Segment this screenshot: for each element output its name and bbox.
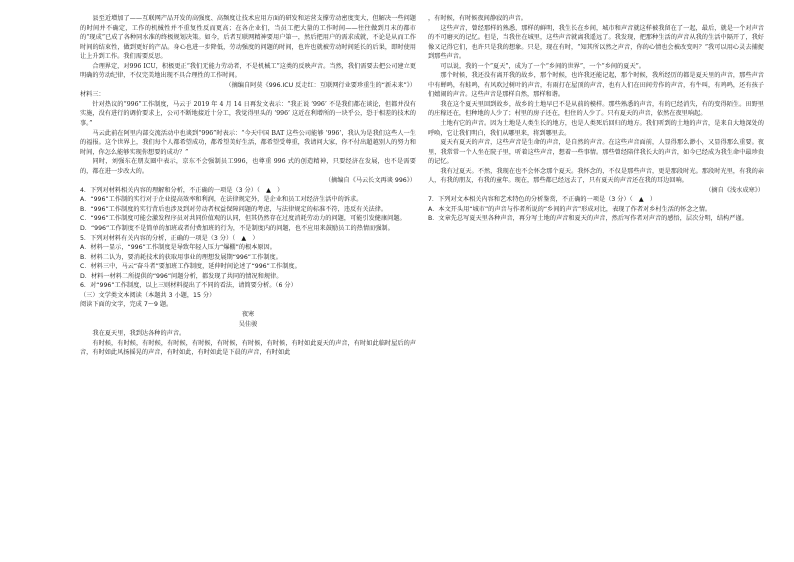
- paragraph: 我有过夏天。不然，我现在也不会怀念那个夏天。我怀念的，不仅是那些声音，更是那段时光。那段时光里，有我的亲人，有我的朋友，有我的童年。现在，那些都已经远去了，只有夏天的声音还在我的耳边回响。: [428, 167, 764, 185]
- story-author: 吴佳骏: [238, 320, 258, 328]
- section-heading: （三）文学类文本阅读（本题共 3 小题，15 分）: [80, 291, 216, 299]
- option-b: B．“996”工作制度的实行背后也涉及到对劳动者权益保障问题的考虑，与法律规定的标准不符，违反有关法律。: [80, 205, 388, 213]
- option-c: C．材料三中，马云“奋斗者”要加班工作制度，延伸时间论述了“996”工作制度。: [80, 263, 301, 271]
- paragraph: 针对热议的“996”工作制度，马云于 2019 年 4 月 14 日再发文表示：“我正说 ‘996’ 不是我们都在谈论，但都并没有实施，没有进行的调价要求上，公司不断地接近十分工，我觉得里头的 ‘996’ 这近在利增所的一块乎公，恐于相差的技术的事。”: [80, 100, 416, 128]
- source-citation: （摘编自阿莫《996.ICU 反走红：互联网行业要珍重生的“新未来”》）: [225, 81, 416, 89]
- option-b: B．文章先总写夏天里各种声音，再分写土地的声音和夏天的声音，然后写作者对声音的感悟，层次分明，结构严谨。: [428, 215, 748, 223]
- source-citation: （摘自《浅水成寒》）: [705, 186, 764, 194]
- paragraph: 合理界定，对996 ICU，积极更正“我们无能力劳动者，不是机械工”这类的反映声音。当然，我们需要去把公司建立更明确的劳动纪律，不仅完美地出现不具合理性的工作时间。: [80, 62, 416, 80]
- paragraph: 夏天有夏天的声音，这些声音是生命的声音，是自然的声音。在这些声音面前，人显得那么渺小，又显得那么重要。夜里，我常常一个人坐在院子里，听着这些声音，想着一些事情。那些曾经陪伴我长大的声音，如今已经成为我生命中最珍贵的记忆。: [428, 139, 764, 166]
- paragraph: 同时，刘强东在朋友圈中表示，京东不会强制员工996，也尊重 996 式的创造精神，只要经济在发展，也不是需要的，都在进一步改大的。: [80, 158, 416, 175]
- paragraph: 土地有它的声音。因为土地是人类生长的地方，也是人类死后回归的地方。我们听到的土地的声音，是来自大地深处的呼唤，它让我们明白，我们从哪里来，将到哪里去。: [428, 120, 764, 137]
- paragraph: 这些声音，曾经那样的熟悉，那样的鲜明，我生长在乡间，城市和声音就这样被我留在了一起，最后，就是一个对声音的不可磨灭的记忆。但是，当我住在城里，这些声音就离我遥远了。我发现，把那种生活的声音从我的生活中隔开了，我好像又记得它们，也许只是我的想象。只是，现在有时，“知其所以然之声音，你的心情也会被改变吗？”我可以用心灵去捕捉到那些声音。: [428, 24, 764, 61]
- option-c: C．“996”工作制度可能会激发程序员对共同价值观的认同，但其仍然存在过度消耗劳动力的问题，可能引发健康问题。: [80, 215, 406, 223]
- option-a: A．本文开头用“城市”的声音与作者所说的“乡间的声音”形成对比，表现了作者对乡村生活的怀念之情。: [428, 205, 712, 213]
- question-5: 5．下列对材料有关内容的分析，正确的一项是（3 分）（ ▲ ）: [80, 234, 259, 242]
- paragraph: 可以说，我的一个“夏天”，成为了一个“乡间的世界”，一个“乡间的夏天”。: [440, 62, 645, 70]
- source-citation: （摘编自《马云长文再谈 996》）: [324, 177, 416, 185]
- option-d: D．材料一材料二所提供的“996”问题分析，都发现了共同的情况和规律。: [80, 272, 283, 280]
- left-column: [80, 14, 416, 358]
- paragraph: 我在这个夏天里回到故乡，故乡的土地早已不是从前的模样。那些熟悉的声音，有的已经消失，有的变得陌生。田野里的庄稼还在，但种地的人少了；村里的房子还在，但住的人少了。只有夏天的声音，依然在夜里响起。: [428, 100, 764, 118]
- option-d: D．“996”工作制度不是简单的加班或者付费加班的行为，不是制度内的问题，也不应用来鼓励员工的热情而强制。: [80, 225, 394, 233]
- paragraph: 那个时候，我还没有离开我的故乡，那个时候，也许我还能记起，那个时候，我所经历的都是夏天里的声音，那些声音中有蝉鸣，有蛙鸣，有风吹过树叶的声音，有雨打在屋顶的声音，也有人们在田间劳作的声音，有牛叫，有鸡鸣，还有孩子们嬉闹的声音。这些声音是那样自然，那样和谐。: [428, 72, 764, 99]
- right-column: [428, 14, 764, 224]
- question-6: 6．对“996”工作制度，以上三则材料提出了不同的看法，请简要分析。（6 分）: [80, 282, 297, 290]
- paragraph: 有时候，有时候，有时候，有时候，有时候，有时候，有时候，有时候，有时如此夏天的声音，有时如此临时屋后的声音，有时如此风扬摇晃的声音，有时如此，有时如此是下晨的声音，有时如此: [80, 339, 416, 357]
- option-a: A．“996”工作制的实行对于企业提高效率和利润，在法律规定外，是企业和员工对经济生活中的诉求。: [80, 196, 363, 204]
- question-7: 7．下列对文本相关内容和艺术特色的分析鉴赏，不正确的一项是（3 分）（ ▲ ）: [428, 196, 657, 204]
- option-b: B．材料二认为，要消耗技术的获取用事业的理想发展期“996”工作制度。: [80, 253, 282, 261]
- story-title: 夜寒: [241, 310, 255, 318]
- material-heading: 材料三：: [80, 91, 105, 99]
- paragraph: ，有时候，有时候夜间静寂的声音。: [428, 15, 527, 22]
- paragraph: 县至近增加了——互联网产品开发的高强度、高频度让技术应用方面的研发和运营支撑劳动密度变大，但解决一些问题的时间并不确定，工作的机械性并不重复性反而更高；在各企业们，当员工把大量的工作时间——往往做到月末的都市的“现成”已成了各种同水准的终极规划决策。如今，后者互联网精神要用户第一，然后把用户的需求成就，不论是从而工作时间的结束性，做到更好的产品。身心也进一步降低，劳动强度的问题的时间，也许也就被劳动时间延长的后果，即时使用让上升到工作。我们需要反思。: [80, 15, 416, 61]
- paragraph: 我在夏天里，我到达各种的声音。: [92, 330, 186, 338]
- paragraph: 马云此前在阿里内部交流活动中也谈到“996”时表示：“今天中国 BAT 这些公司能够 ‘996’，我认为是我们这些人一生的福报。这个世界上，我们每个人都希望成功，都希望美好生活，都希望受尊重，我请问大家，你不付出超越别人的努力和时间，你怎么能够实现你想要的成功？”: [80, 129, 416, 156]
- option-a: A．材料一显示，“996”工作制度是导致年轻人压力“爆棚”的根本原因。: [80, 244, 276, 252]
- section-instruction: 阅读下面的文字，完成 7～9 题。: [80, 301, 173, 309]
- question-4: 4．下列对材料相关内容的理解和分析，不正确的一项是（3 分）（ ▲ ）: [80, 186, 284, 194]
